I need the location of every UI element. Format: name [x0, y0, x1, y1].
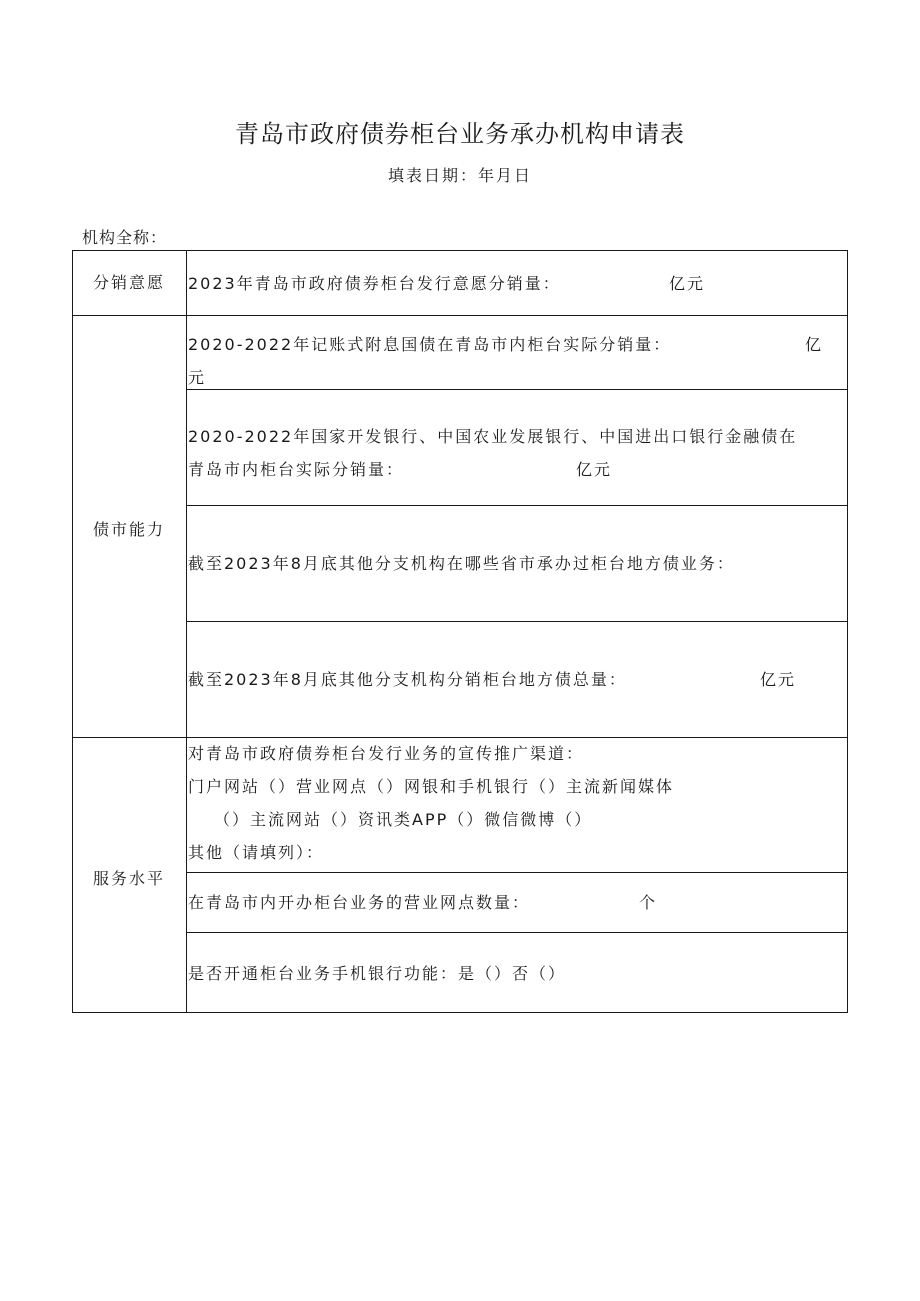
financial-bond-sales-text-line1: 2020-2022年国家开发银行、中国农业发展银行、中国进出口银行金融债在 [188, 427, 798, 446]
promotion-channels-options-1: 门户网站（）营业网点（）网银和手机银行（）主流新闻媒体 [188, 777, 675, 796]
intended-distribution-text: 2023年青岛市政府债券柜台发行意愿分销量： [188, 274, 561, 293]
intended-distribution-row [188, 267, 844, 300]
row-divider [186, 872, 848, 873]
other-branch-total-row [188, 663, 844, 696]
table-border-left [72, 250, 73, 1013]
treasury-bond-sales-unit-part1: 亿 [805, 335, 824, 354]
fill-date: 填表日期：年月日 [387, 166, 532, 185]
other-branch-total-unit: 亿元 [760, 670, 797, 689]
row-divider [186, 505, 848, 506]
outlet-count-text: 在青岛市内开办柜台业务的营业网点数量： [188, 893, 531, 912]
other-branch-provinces-row [188, 547, 844, 580]
page-title: 青岛市政府债券柜台业务承办机构申请表 [235, 120, 685, 148]
category-bond-market-capability: 债市能力 [92, 520, 165, 539]
treasury-bond-sales-row [188, 328, 844, 394]
category-service-level: 服务水平 [92, 869, 165, 888]
treasury-bond-sales-unit-part2: 元 [188, 368, 207, 387]
section-divider [72, 315, 848, 316]
row-divider [186, 932, 848, 933]
other-branch-provinces-text: 截至2023年8月底其他分支机构在哪些省市承办过柜台地方债业务： [188, 554, 735, 573]
row-divider [186, 621, 848, 622]
promotion-channels-row [188, 737, 844, 869]
table-column-divider [186, 250, 187, 1013]
application-form-table [72, 250, 848, 1013]
other-branch-total-text: 截至2023年8月底其他分支机构分销柜台地方债总量： [188, 670, 627, 689]
org-name-label: 机构全称： [82, 228, 168, 247]
table-border-bottom [72, 1012, 848, 1013]
category-distribution-intent: 分销意愿 [92, 273, 165, 292]
financial-bond-sales-row [188, 420, 844, 486]
mobile-banking-row [188, 957, 844, 990]
table-border-right [847, 250, 848, 1013]
mobile-banking-text: 是否开通柜台业务手机银行功能：是（）否（） [188, 964, 567, 983]
financial-bond-sales-text-line2: 青岛市内柜台实际分销量： [188, 460, 405, 479]
treasury-bond-sales-text: 2020-2022年记账式附息国债在青岛市内柜台实际分销量： [188, 335, 672, 354]
promotion-channels-other: 其他（请填列）： [188, 843, 325, 862]
financial-bond-sales-unit: 亿元 [576, 460, 613, 479]
promotion-channels-options-2: （）主流网站（）资讯类APP（）微信微博（） [214, 810, 593, 829]
outlet-count-row [188, 886, 844, 919]
outlet-count-unit: 个 [639, 893, 658, 912]
table-border-top [72, 250, 848, 251]
intended-distribution-unit: 亿元 [669, 274, 706, 293]
promotion-channels-heading: 对青岛市政府债券柜台发行业务的宣传推广渠道： [188, 744, 585, 763]
